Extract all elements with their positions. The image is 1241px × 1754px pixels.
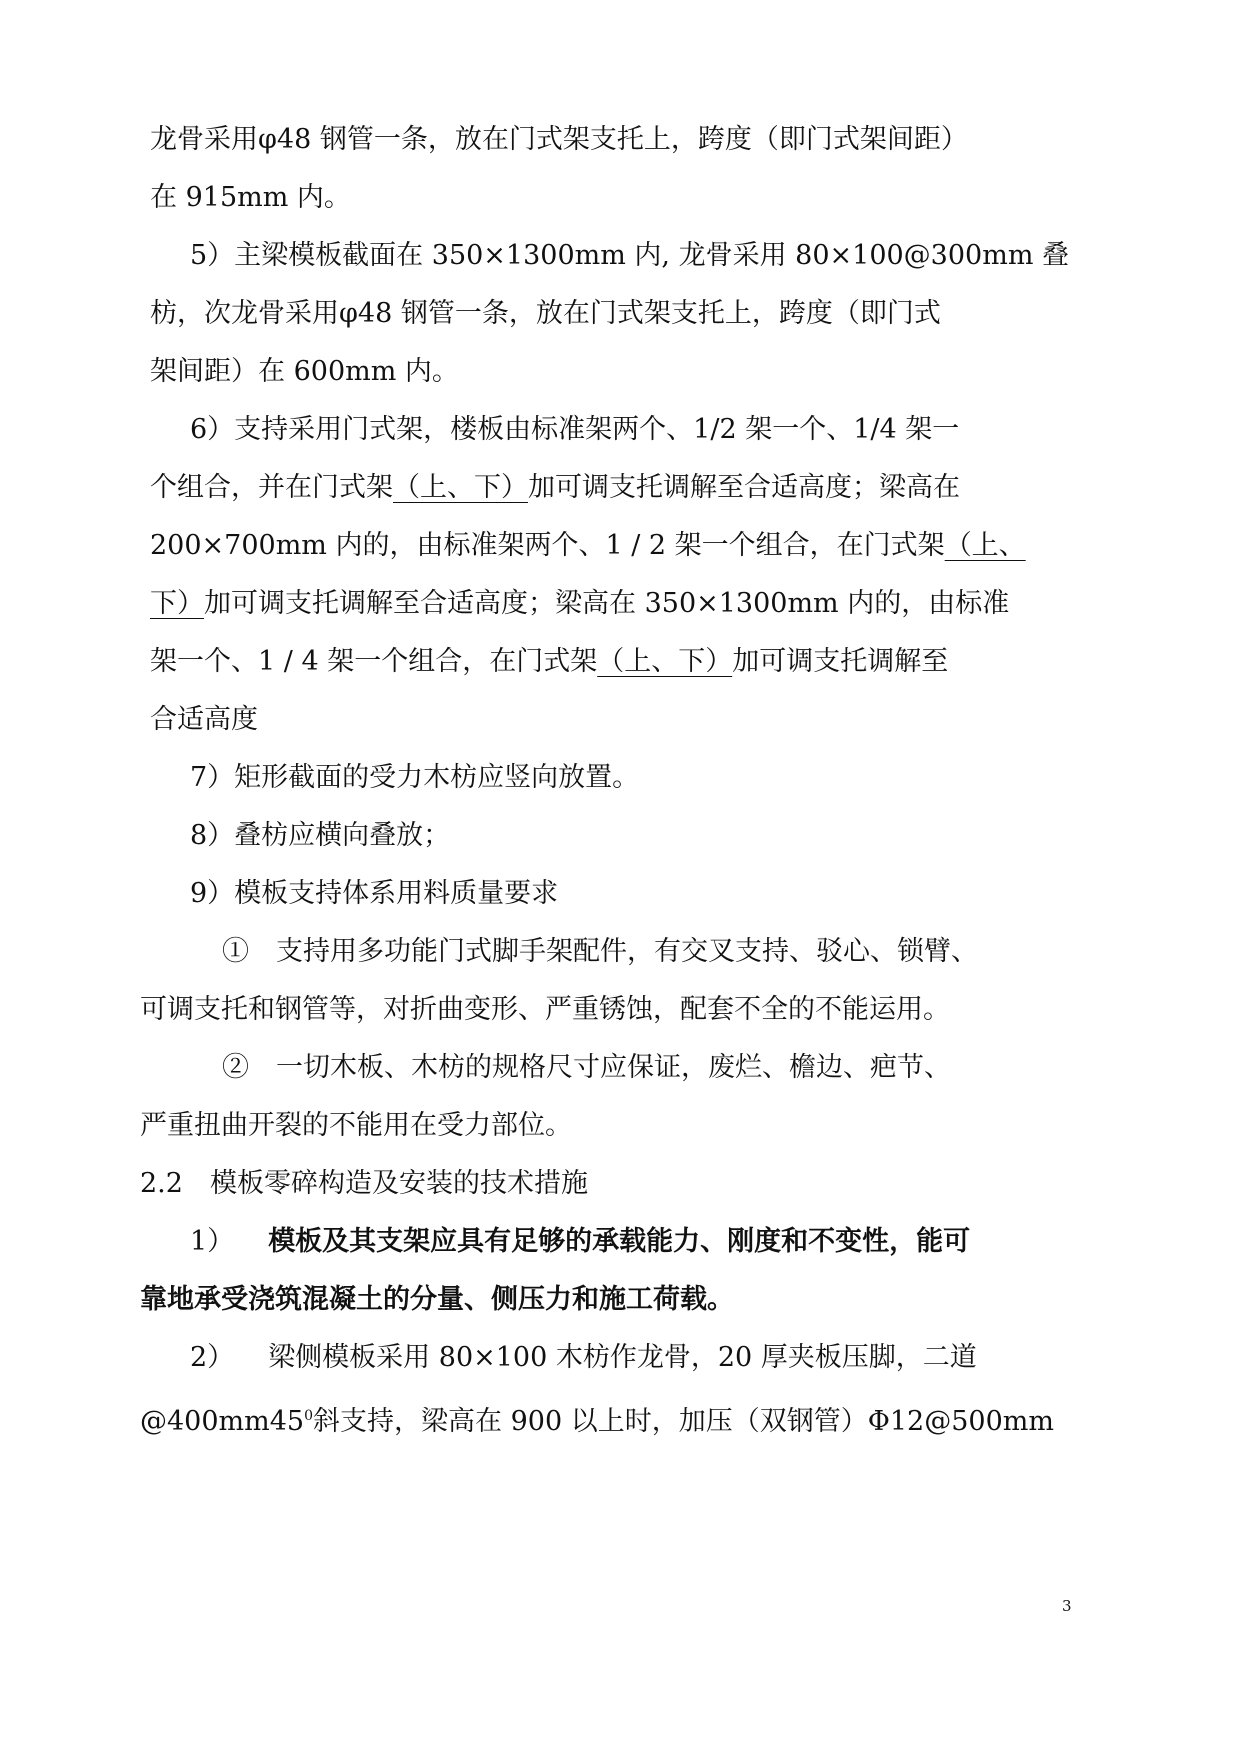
text-run: 加可调支托调解至合适高度；梁高在 350×1300mm 内的，由标准 [204, 588, 1010, 619]
text-run: 200×700mm 内的，由标准架两个、1 / 2 架一个组合，在门式架 [150, 530, 945, 561]
text-run: 个组合，并在门式架 [150, 472, 393, 503]
paragraph-line [150, 584, 1009, 624]
item-5-line: 5）主梁模板截面在 350×1300mm 内, 龙骨采用 80×100@300mm 叠 [190, 240, 1070, 271]
measure-2-line [190, 1338, 977, 1378]
section-heading: 2.2 模板零碎构造及安装的技术措施 [140, 1168, 588, 1199]
paragraph-line: 合适高度 [150, 704, 258, 735]
underlined-text: 下） [150, 588, 204, 619]
measure-1-line [190, 1222, 970, 1262]
paragraph-line [150, 642, 948, 682]
item-6-line: 6）支持采用门式架，楼板由标准架两个、1/2 架一个、1/4 架一 [190, 414, 960, 445]
paragraph-line: 可调支托和钢管等，对折曲变形、严重锈蚀，配套不全的不能运用。 [140, 994, 950, 1025]
text-run: 架一个、1 / 4 架一个组合，在门式架 [150, 646, 598, 677]
bold-text: 模板及其支架应具有足够的承载能力、刚度和不变性，能可 [268, 1226, 971, 1257]
text-run: 斜支持，梁高在 900 以上时，加压（双钢管）Φ12@500mm [313, 1406, 1054, 1437]
text-run: 梁侧模板采用 80×100 木枋作龙骨，20 厚夹板压脚，二道 [268, 1342, 977, 1373]
paragraph-line: 架间距）在 600mm 内。 [150, 356, 459, 387]
degree-superscript: 0 [304, 1408, 314, 1424]
paragraph-line: 严重扭曲开裂的不能用在受力部位。 [140, 1110, 572, 1141]
item-7-line: 7）矩形截面的受力木枋应竖向放置。 [190, 762, 640, 793]
text-run: 加可调支托调解至 [732, 646, 949, 677]
item-number: 1） [190, 1226, 235, 1257]
paragraph-line: 枋，次龙骨采用φ48 钢管一条，放在门式架支托上，跨度（即门式 [150, 298, 941, 329]
sub-item-2-line: ② 一切木板、木枋的规格尺寸应保证，废烂、檐边、疤节、 [222, 1052, 951, 1083]
underlined-text: （上、下） [597, 646, 733, 677]
item-9-line: 9）模板支持体系用料质量要求 [190, 878, 559, 909]
paragraph-line [150, 468, 960, 508]
paragraph-line: 龙骨采用φ48 钢管一条，放在门式架支托上，跨度（即门式架间距） [150, 124, 968, 155]
paragraph-line: 在 915mm 内。 [150, 182, 351, 213]
paragraph-line [140, 1396, 1054, 1442]
page-number: 3 [1062, 1597, 1072, 1615]
sub-item-1-line: ① 支持用多功能门式脚手架配件，有交叉支持、驳心、锁臂、 [222, 936, 978, 967]
item-number: 2） [190, 1342, 235, 1373]
paragraph-line [150, 526, 1026, 566]
text-run: 加可调支托调解至合适高度；梁高在 [528, 472, 960, 503]
underlined-text: （上、下） [393, 472, 528, 503]
bold-paragraph-line: 靠地承受浇筑混凝土的分量、侧压力和施工荷载。 [140, 1284, 734, 1315]
item-8-line: 8）叠枋应横向叠放； [190, 820, 451, 851]
underlined-text: （上、 [944, 530, 1026, 561]
text-run: @400mm45 [140, 1406, 305, 1437]
